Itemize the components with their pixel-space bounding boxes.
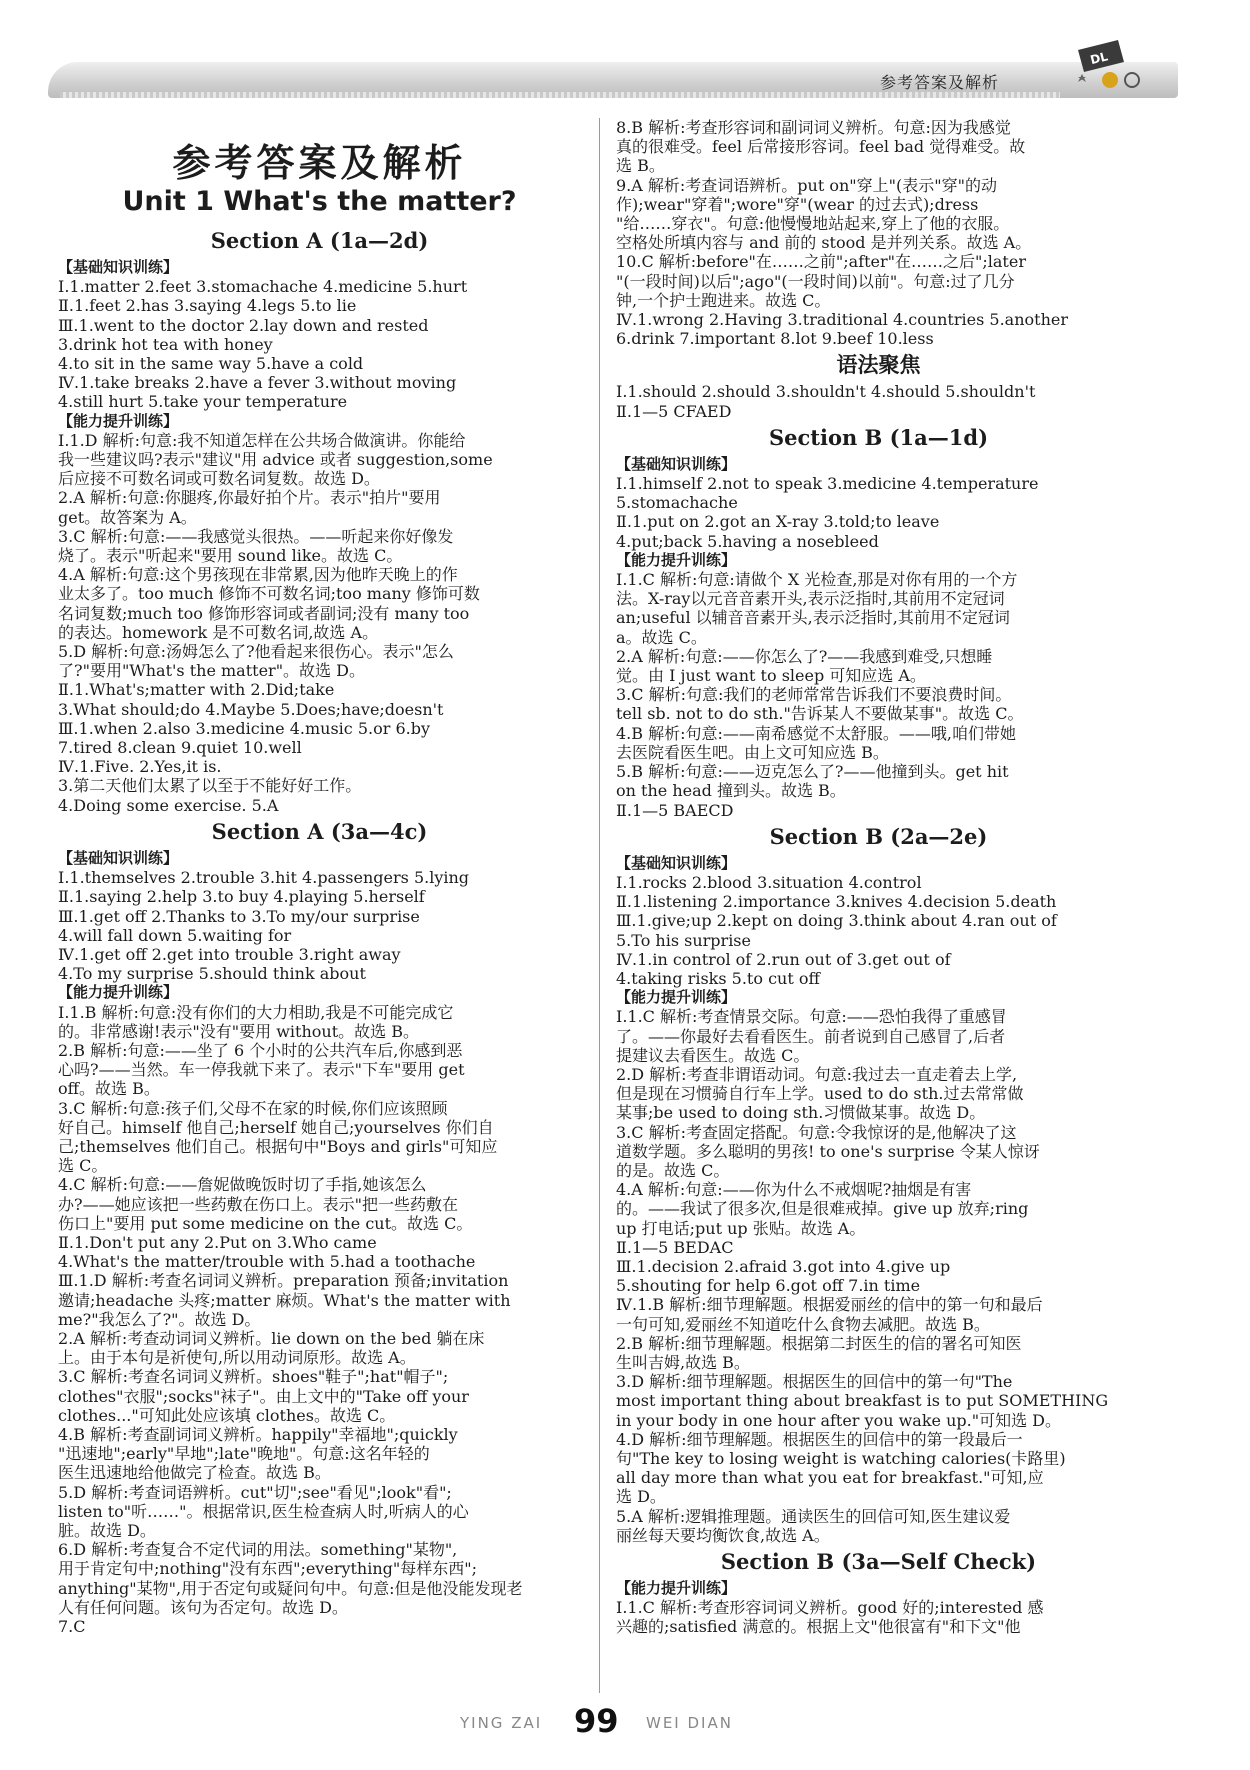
answer-line: up 打电话;put up 张贴。故选 A。 [616, 1218, 866, 1238]
answer-line: get。故答案为 A。 [58, 507, 197, 527]
answer-line: clothes"衣服";socks"袜子"。由上文中的"Take off your [58, 1386, 469, 1406]
answer-line: Ⅲ.1.when 2.also 3.medicine 4.music 5.or 6.by [58, 718, 430, 738]
answer-line: 真的很难受。feel 后常接形容词。feel bad 觉得难受。故 [616, 137, 1026, 157]
answer-line: Ⅰ.1.should 2.should 3.shouldn't 4.should 5.shouldn't [616, 382, 1036, 402]
column-divider [599, 118, 600, 1693]
answer-line: 2.A 解析:考查动词词义辨析。lie down on the bed 躺在床 [58, 1328, 485, 1348]
answer-line: 提建议去看医生。故选 C。 [616, 1045, 810, 1065]
answer-line: 9.A 解析:考查词语辨析。put on"穿上"(表示"穿"的动 [616, 175, 997, 195]
page-number: 99 [574, 1702, 619, 1740]
footer-left-text: YING ZAI [460, 1714, 543, 1732]
answer-line: 4.B 解析:考查副词词义辨析。happily"幸福地";quickly [58, 1424, 458, 1444]
answer-line: Ⅰ.1.rocks 2.blood 3.situation 4.control [616, 872, 922, 892]
answer-line: 2.A 解析:句意:——你怎么了?——我感到难受,只想睡 [616, 646, 993, 666]
answer-line: 4.What's the matter/trouble with 5.had a toothache [58, 1252, 476, 1272]
answer-line: anything"某物",用于否定句或疑问句中。句意:但是他没能发现老 [58, 1578, 523, 1598]
answer-line: 4.put;back 5.having a nosebleed [616, 531, 879, 551]
answer-line: Ⅳ.1.take breaks 2.have a fever 3.without moving [58, 373, 457, 393]
answer-line: 法。X-ray以元音音素开头,表示泛指时,其前用不定冠词 [616, 589, 1005, 609]
section-heading: Section A (1a—2d) [210, 228, 429, 253]
answer-line: 5.stomachache [616, 493, 738, 513]
answer-line: on the head 撞到头。故选 B。 [616, 781, 846, 801]
answer-line: Ⅱ.1.Don't put any 2.Put on 3.Who came [58, 1232, 377, 1252]
answer-line: 去医院看医生吧。由上文可知应选 B。 [616, 742, 889, 762]
answer-line: Ⅱ.1.put on 2.got an X-ray 3.told;to leave [616, 512, 940, 532]
answer-line: Ⅲ.1.went to the doctor 2.lay down and rested [58, 315, 429, 335]
answer-line: tell sb. not to do sth."告诉某人不要做某事"。故选 C。 [616, 704, 1024, 724]
answer-line: 业太多了。too much 修饰不可数名词;too many 修饰可数 [58, 584, 480, 604]
subsection-label: 【基础知识训练】 [58, 258, 179, 276]
answer-line: 伤口上"要用 put some medicine on the cut。故选 C。 [58, 1213, 473, 1233]
answer-line: Ⅱ.1—5 BEDAC [616, 1237, 734, 1257]
header-title: 参考答案及解析 [880, 73, 1000, 92]
section-heading: Section B (1a—1d) [768, 424, 989, 450]
right-column-body [616, 118, 1141, 1637]
answer-line: 4.taking risks 5.to cut off [616, 968, 820, 988]
answer-line: 3.C 解析:句意:我们的老师常常告诉我们不要浪费时间。 [616, 685, 1012, 705]
answer-line: Ⅱ.1.feet 2.has 3.saying 4.legs 5.to lie [58, 296, 357, 316]
subsection-label: 【能力提升训练】 [58, 983, 179, 1002]
answer-line: 5.B 解析:句意:——迈克怎么了?——他撞到头。get hit [616, 762, 1009, 782]
answer-line: Ⅳ.1.Five. 2.Yes,it is. [58, 757, 222, 777]
answer-line: 用于肯定句中;nothing"没有东西";everything"每样东西"; [58, 1559, 478, 1579]
subsection-label: 【基础知识训练】 [58, 848, 179, 867]
answer-line: Ⅰ.1.themselves 2.trouble 3.hit 4.passengers 5.lying [58, 868, 470, 888]
answer-line: a。故选 C。 [616, 627, 707, 647]
answer-line: Ⅱ.1.listening 2.importance 3.knives 4.decision 5.death [616, 892, 1057, 912]
answer-line: 2.A 解析:句意:你腿疼,你最好拍个片。表示"拍片"要用 [58, 488, 441, 508]
section-heading: Section A (3a—4c) [211, 818, 428, 844]
answer-line: 3.C 解析:考查固定搭配。句意:令我惊讶的是,他解决了这 [616, 1122, 1017, 1142]
section-heading: Section B (2a—2e) [769, 823, 988, 849]
answer-line: in your body in one hour after you wake up."可知选 D。 [616, 1410, 1061, 1430]
answer-line: 我一些建议吗?表示"建议"用 advice 或者 suggestion,some [58, 450, 493, 470]
left-column-body [58, 226, 581, 1636]
answer-line: 空格处所填内容与 and 前的 stood 是并列关系。故选 A。 [616, 233, 1032, 253]
answer-line: Ⅰ.1.C 解析:句意:请做个 X 光检查,那是对你有用的一个方 [616, 570, 1018, 590]
answer-line: 3.C 解析:句意:——我感觉头很热。——听起来你好像发 [58, 526, 454, 546]
page-footer [0, 1702, 1250, 1742]
answer-line: 一句可知,爱丽丝不知道吃什么食物去减肥。故选 B。 [616, 1314, 990, 1334]
answer-line: 选 C。 [58, 1156, 108, 1176]
left-column [58, 118, 581, 1636]
answer-line: 3.第二天他们太累了以至于不能好好工作。 [58, 776, 362, 796]
answer-line: 了?"要用"What's the matter"。故选 D。 [58, 661, 365, 681]
answer-line: 道数学题。多么聪明的男孩! to one's surprise 令某人惊讶 [616, 1141, 1040, 1161]
answer-line: 兴趣的;satisfied 满意的。根据上文"他很富有"和下文"他 [616, 1617, 1021, 1637]
answer-line: "迅速地";early"早地";late"晚地"。句意:这名年轻的 [58, 1444, 430, 1464]
page-title: 参考答案及解析 [172, 141, 467, 185]
answer-line: 4.A 解析:句意:——你为什么不戒烟呢?抽烟是有害 [616, 1180, 972, 1200]
answer-line: 名词复数;much too 修饰形容词或者副词;没有 many too [58, 603, 470, 623]
answer-line: 4.D 解析:细节理解题。根据医生的回信中的第一段最后一 [616, 1429, 1023, 1449]
answer-line: 4.C 解析:句意:——詹妮做晚饭时切了手指,她该怎么 [58, 1175, 427, 1195]
answer-line: 作);wear"穿着";wore"穿"(wear 的过去式);dress [616, 194, 979, 214]
answer-line: Ⅱ.1—5 BAECD [616, 800, 734, 820]
answer-line: all day more than what you eat for breakfast."可知,应 [616, 1468, 1044, 1488]
answer-line: Ⅰ.1.C 解析:考查情景交际。句意:——恐怕我得了重感冒 [616, 1007, 1007, 1027]
subsection-label: 【能力提升训练】 [616, 988, 737, 1007]
answer-line: 上。由于本句是祈使句,所以用动词原形。故选 A。 [58, 1348, 416, 1368]
answer-line: 3.drink hot tea with honey [58, 334, 273, 354]
answer-line: Ⅲ.1.give;up 2.kept on doing 3.think about 4.ran out of [616, 911, 1057, 931]
answer-line: 的表达。homework 是不可数名词,故选 A。 [58, 622, 379, 642]
answer-line: Ⅰ.1.B 解析:句意:没有你们的大力相助,我是不可能完成它 [58, 1002, 454, 1022]
section-heading: 语法聚焦 [836, 352, 921, 378]
answer-line: Ⅳ.1.get off 2.get into trouble 3.right away [58, 944, 401, 964]
answer-line: me?"我怎么了?"。故选 D。 [58, 1309, 261, 1329]
answer-line: 后应接不可数名词或可数名词复数。故选 D。 [58, 469, 380, 489]
answer-line: 4.To my surprise 5.should think about [58, 964, 366, 984]
answer-line: 5.shouting for help 6.got off 7.in time [616, 1276, 921, 1296]
answer-line: 心吗?——当然。车一停我就下来了。表示"下车"要用 get [58, 1060, 465, 1080]
answer-line: Ⅳ.1.B 解析:细节理解题。根据爱丽丝的信中的第一句和最后 [616, 1295, 1043, 1315]
unit-title: Unit 1 What's the matter? [122, 186, 517, 217]
answer-line: 生叫吉姆,故选 B。 [616, 1352, 750, 1372]
answer-line: 但是现在习惯骑自行车上学。used to do sth.过去常常做 [616, 1084, 1024, 1104]
answer-line: 4.A 解析:句意:这个男孩现在非常累,因为他昨天晚上的作 [58, 565, 458, 585]
answer-line: 选 D。 [616, 1487, 666, 1507]
answer-line: 3.C 解析:考查名词词义辨析。shoes"鞋子";hat"帽子"; [58, 1367, 449, 1387]
answer-line: an;useful 以辅音音素开头,表示泛指时,其前用不定冠词 [616, 608, 1010, 628]
answer-line: 4.still hurt 5.take your temperature [58, 392, 348, 412]
answer-line: listen to"听……"。根据常识,医生检查病人时,听病人的心 [58, 1501, 469, 1521]
answer-line: Ⅰ.1.himself 2.not to speak 3.medicine 4.temperature [616, 474, 1039, 494]
answer-line: 选 B。 [616, 156, 665, 176]
answer-line: 脏。故选 D。 [58, 1521, 156, 1540]
answer-line: Ⅳ.1.in control of 2.run out of 3.get out of [616, 949, 951, 969]
answer-line: 丽丝每天要均衡饮食,故选 A。 [616, 1525, 830, 1545]
answer-line: 6.drink 7.important 8.lot 9.beef 10.less [616, 329, 934, 349]
answer-line: Ⅲ.1.get off 2.Thanks to 3.To my/our surprise [58, 906, 420, 926]
section-heading: Section B (3a—Self Check) [720, 1549, 1037, 1575]
answer-line: 5.A 解析:逻辑推理题。通读医生的回信可知,医生建议爱 [616, 1506, 1011, 1526]
answer-line: 邀请;headache 头疼;matter 麻烦。What's the matter with [58, 1290, 511, 1310]
subsection-label: 【基础知识训练】 [616, 454, 737, 473]
answer-line: 3.D 解析:细节理解题。根据医生的回信中的第一句"The [616, 1372, 1013, 1392]
answer-line: Ⅲ.1.decision 2.afraid 3.got into 4.give up [616, 1256, 951, 1276]
answer-line: 人有任何问题。该句为否定句。故选 D。 [58, 1597, 348, 1617]
answer-line: most important thing about breakfast is to put SOMETHING [616, 1391, 1109, 1411]
answer-line: 2.D 解析:考查非谓语动词。句意:我过去一直走着去上学, [616, 1064, 1018, 1084]
subsection-label: 【能力提升训练】 [616, 1579, 737, 1598]
answer-line: Ⅱ.1.What's;matter with 2.Did;take [58, 680, 335, 700]
answer-line: Ⅳ.1.wrong 2.Having 3.traditional 4.countries 5.another [616, 310, 1068, 330]
answer-line: 7.tired 8.clean 9.quiet 10.well [58, 738, 302, 758]
subsection-label: 【能力提升训练】 [58, 411, 179, 430]
subsection-label: 【能力提升训练】 [616, 550, 737, 569]
answer-line: 4.will fall down 5.waiting for [58, 925, 292, 945]
answer-line: Ⅲ.1.D 解析:考查名词词义辨析。preparation 预备;invitation [58, 1271, 509, 1291]
answer-line: 好自己。himself 他自己;herself 她自己;yourselves 你们自 [58, 1117, 494, 1137]
answer-line: 3.What should;do 4.Maybe 5.Does;have;doesn't [58, 699, 444, 719]
answer-line: 烧了。表示"听起来"要用 sound like。故选 C。 [58, 546, 403, 566]
answer-line: Ⅱ.1.saying 2.help 3.to buy 4.playing 5.herself [58, 887, 425, 907]
answer-line: 的。非常感谢!表示"没有"要用 without。故选 B。 [58, 1021, 419, 1041]
answer-line: 2.B 解析:句意:——坐了 6 个小时的公共汽车后,你感到恶 [58, 1040, 463, 1060]
answer-line: 钟,一个护士跑进来。故选 C。 [616, 290, 831, 310]
answer-line: off。故选 B。 [58, 1079, 160, 1099]
answer-line: 办?——她应该把一些药敷在伤口上。表示"把一些药敷在 [58, 1194, 458, 1214]
answer-line: 了。——你最好去看看医生。前者说到自己感冒了,后者 [616, 1026, 1006, 1046]
answer-line: "(一段时间)以后";ago"(一段时间)以前"。句意:过了几分 [616, 271, 1015, 291]
answer-line: 5.D 解析:句意:汤姆怎么了?他看起来很伤心。表示"怎么 [58, 642, 454, 662]
answer-line: 10.C 解析:before"在……之前";after"在……之后";later [616, 252, 1026, 272]
answer-line: 句"The key to losing weight is watching calories(卡路里) [616, 1449, 1066, 1468]
logo-text: DL [1088, 49, 1110, 68]
answer-line: Ⅱ.1—5 CFAED [616, 401, 732, 421]
publisher-logo-icon [1060, 32, 1150, 102]
answer-line: 6.D 解析:考查复合不定代词的用法。something"某物", [58, 1540, 458, 1560]
answer-line: 4.B 解析:句意:——南希感觉不太舒服。——哦,咱们带她 [616, 723, 1016, 743]
answer-line: clothes..."可知此处应该填 clothes。故选 C。 [58, 1405, 396, 1425]
answer-line: 4.Doing some exercise. 5.A [58, 795, 279, 815]
answer-line: 某事;be used to doing sth.习惯做某事。故选 D。 [616, 1103, 986, 1123]
answer-line: "给……穿衣"。句意:他慢慢地站起来,穿上了他的衣服。 [616, 214, 1010, 234]
answer-line: 的是。故选 C。 [616, 1160, 730, 1180]
answer-line: 4.to sit in the same way 5.have a cold [58, 354, 364, 374]
answer-line: 8.B 解析:考查形容词和副词词义辨析。句意:因为我感觉 [616, 118, 1011, 137]
answer-line: Ⅰ.1.D 解析:句意:我不知道怎样在公共场合做演讲。你能给 [58, 430, 466, 450]
answer-line: 5.D 解析:考查词语辨析。cut"切";see"看见";look"看"; [58, 1482, 452, 1502]
answer-line: 7.C [58, 1617, 86, 1637]
answer-line: 医生迅速地给他做完了检查。故选 B。 [58, 1463, 331, 1483]
subsection-label: 【基础知识训练】 [616, 853, 737, 872]
footer-right-text: WEI DIAN [646, 1714, 733, 1732]
right-column [616, 118, 1141, 1637]
answer-line: 3.C 解析:句意:孩子们,父母不在家的时候,你们应该照顾 [58, 1098, 448, 1118]
answer-line: Ⅰ.1.matter 2.feet 3.stomachache 4.medicine 5.hurt [58, 277, 468, 297]
answer-line: 己;themselves 他们自己。根据句中"Boys and girls"可知应 [58, 1136, 498, 1156]
answer-line: 2.B 解析:细节理解题。根据第二封医生的信的署名可知医 [616, 1333, 1022, 1353]
answer-line: 觉。由 I just want to sleep 可知应选 A。 [616, 666, 926, 686]
answer-line: Ⅰ.1.C 解析:考查形容词词义辨析。good 好的;interested 感 [616, 1598, 1044, 1618]
answer-line: 5.To his surprise [616, 930, 751, 950]
answer-line: 的。——我试了很多次,但是很难戒掉。give up 放弃;ring [616, 1199, 1029, 1219]
